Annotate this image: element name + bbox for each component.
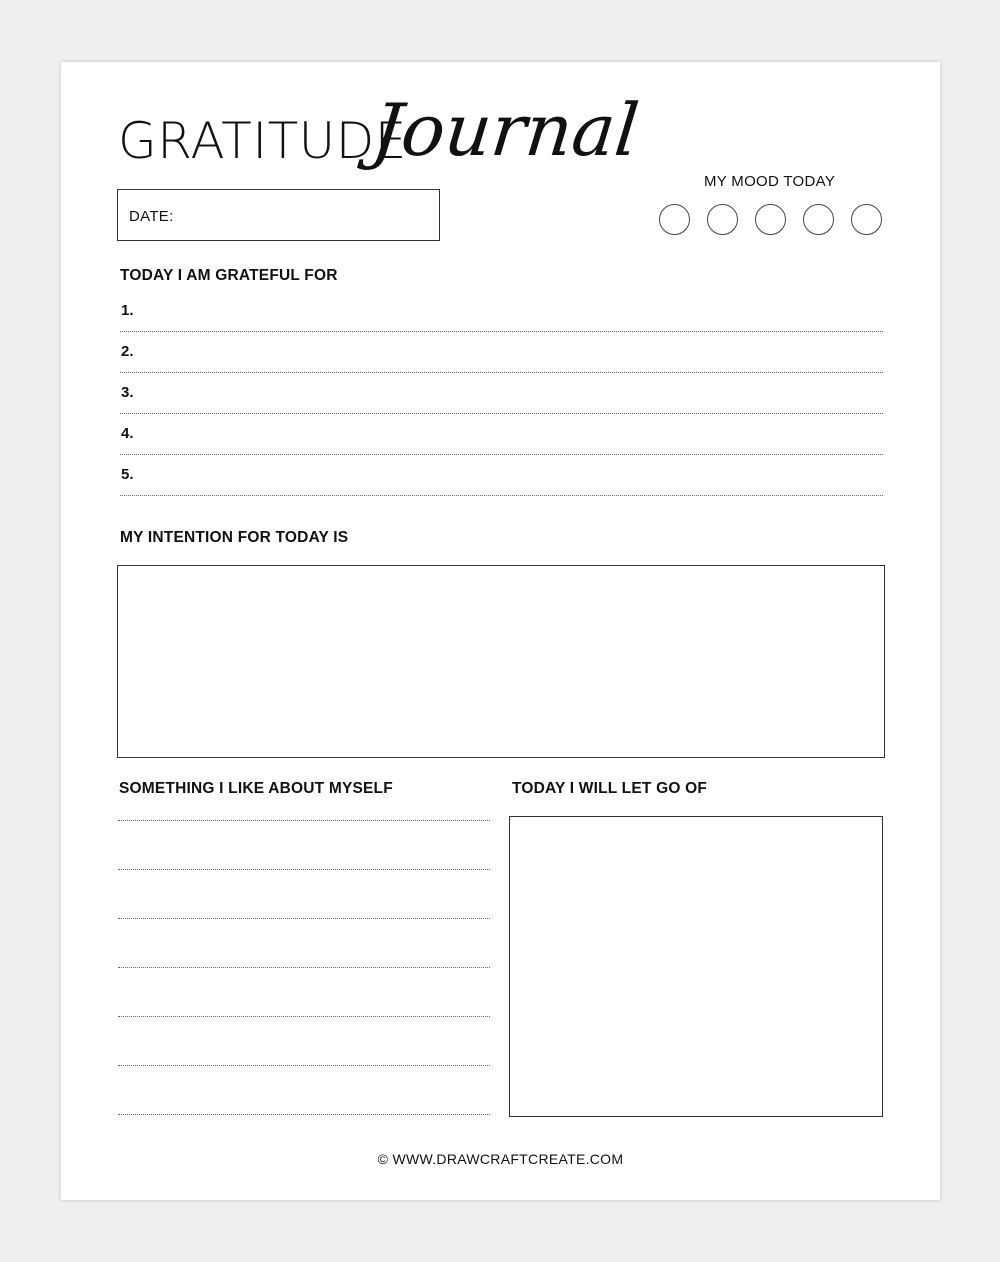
let-go-box[interactable]	[509, 816, 883, 1117]
writing-line	[120, 413, 883, 414]
journal-page	[61, 62, 940, 1200]
grateful-item-number: 5.	[121, 466, 134, 483]
like-myself-line[interactable]	[118, 918, 490, 919]
mood-circle-5[interactable]	[851, 204, 882, 235]
like-myself-line[interactable]	[118, 1065, 490, 1066]
mood-circle-2[interactable]	[707, 204, 738, 235]
grateful-item-number: 3.	[121, 384, 134, 401]
grateful-item[interactable]	[120, 343, 883, 384]
writing-line	[120, 331, 883, 332]
grateful-item[interactable]	[120, 302, 883, 343]
writing-line	[120, 495, 883, 496]
mood-circle-1[interactable]	[659, 204, 690, 235]
writing-line	[120, 372, 883, 373]
like-myself-title: SOMETHING I LIKE ABOUT MYSELF	[119, 780, 393, 797]
mood-title: MY MOOD TODAY	[704, 173, 836, 190]
grateful-item[interactable]	[120, 466, 883, 507]
footer-copyright: © WWW.DRAWCRAFTCREATE.COM	[377, 1151, 624, 1167]
writing-line	[120, 454, 883, 455]
title-script: Journal	[368, 88, 643, 172]
let-go-title: TODAY I WILL LET GO OF	[512, 780, 708, 797]
mood-circle-4[interactable]	[803, 204, 834, 235]
grateful-item[interactable]	[120, 425, 883, 466]
grateful-item-number: 4.	[121, 425, 134, 442]
mood-selector	[659, 204, 885, 236]
like-myself-line[interactable]	[118, 1114, 490, 1115]
grateful-title: TODAY I AM GRATEFUL FOR	[120, 267, 338, 284]
grateful-item-number: 2.	[121, 343, 134, 360]
intention-title: MY INTENTION FOR TODAY IS	[120, 529, 349, 546]
mood-circle-3[interactable]	[755, 204, 786, 235]
title-main: GRATITUDE	[118, 112, 407, 170]
like-myself-line[interactable]	[118, 1016, 490, 1017]
like-myself-line[interactable]	[118, 967, 490, 968]
grateful-item[interactable]	[120, 384, 883, 425]
date-label: DATE:	[129, 208, 174, 225]
like-myself-line[interactable]	[118, 869, 490, 870]
date-field[interactable]	[117, 189, 440, 241]
like-myself-line[interactable]	[118, 820, 490, 821]
grateful-item-number: 1.	[121, 302, 134, 319]
intention-box[interactable]	[117, 565, 885, 758]
